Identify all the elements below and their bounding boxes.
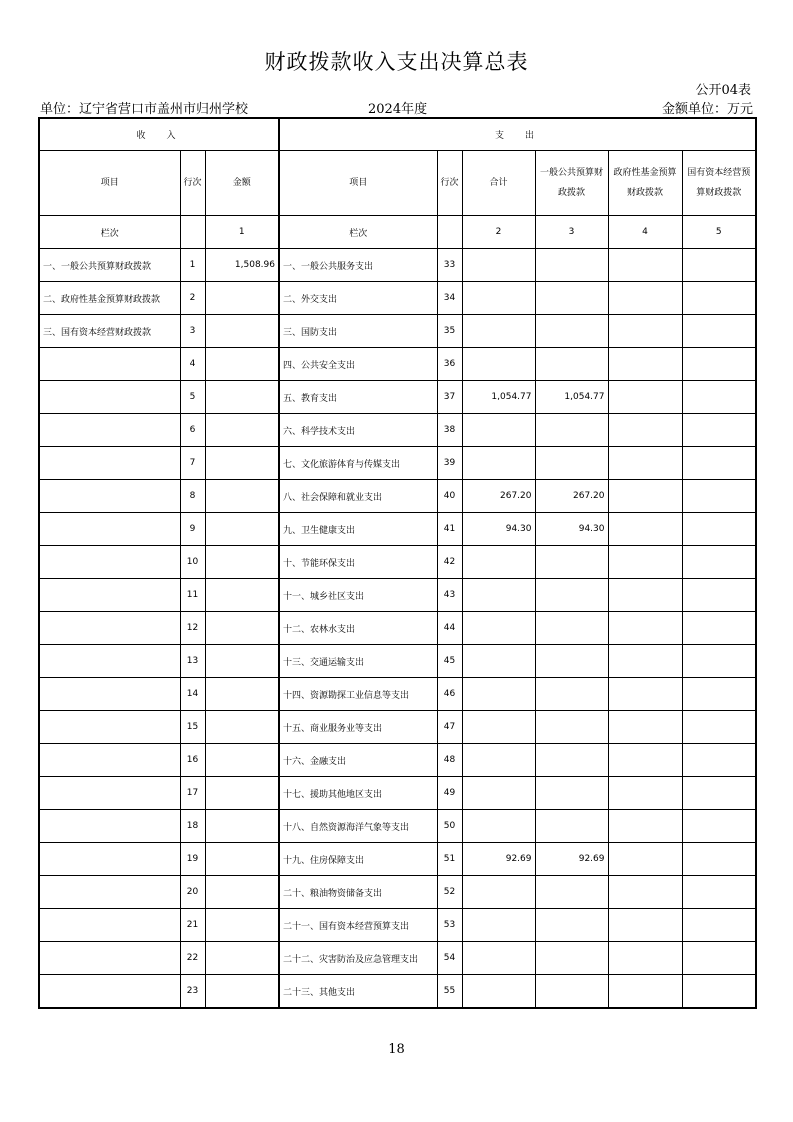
income-item [39,414,180,447]
expense-item: 十九、住房保障支出 [279,843,437,876]
income-amount [205,612,279,645]
expense-row-no: 45 [437,645,462,678]
general-budget-amount [535,810,608,843]
general-budget-amount: 92.69 [535,843,608,876]
meta-line [40,98,753,117]
state-capital-amount [682,447,756,480]
expense-row-no: 46 [437,678,462,711]
expense-row-no: 49 [437,777,462,810]
expense-row-no: 50 [437,810,462,843]
income-row-no: 15 [180,711,205,744]
general-budget-amount [535,612,608,645]
income-col-blank [180,216,205,249]
state-capital-amount [682,711,756,744]
general-budget-amount [535,282,608,315]
expense-row-no: 41 [437,513,462,546]
total-amount [462,744,535,777]
state-capital-amount [682,282,756,315]
general-budget-amount [535,414,608,447]
income-row-no: 18 [180,810,205,843]
table-row [39,612,756,645]
state-capital-amount [682,744,756,777]
table-row [39,975,756,1009]
table-row [39,711,756,744]
state-capital-amount [682,249,756,282]
fiscal-year: 2024年度 [368,102,428,117]
total-amount [462,249,535,282]
table-row [39,282,756,315]
income-item [39,480,180,513]
expense-row-no: 47 [437,711,462,744]
state-capital-amount [682,513,756,546]
table-row [39,744,756,777]
expense-item: 七、文化旅游体育与传媒支出 [279,447,437,480]
unit-name: 单位：辽宁省营口市盖州市归州学校 [40,102,249,117]
income-row-no: 8 [180,480,205,513]
col-2: 2 [462,216,535,249]
gov-fund-amount [608,777,682,810]
income-amount [205,843,279,876]
income-item [39,348,180,381]
state-capital-amount [682,579,756,612]
table-row [39,513,756,546]
income-item [39,876,180,909]
gov-fund-amount [608,381,682,414]
gov-fund-amount [608,810,682,843]
income-amount [205,678,279,711]
income-amount-header: 金额 [205,151,279,216]
total-amount [462,282,535,315]
state-capital-amount [682,348,756,381]
gov-fund-amount [608,447,682,480]
state-capital-header: 国有资本经营预算财政拨款 [682,151,756,216]
total-amount [462,975,535,1009]
income-row-no: 17 [180,777,205,810]
expense-row-no: 44 [437,612,462,645]
gov-fund-amount [608,876,682,909]
expense-row-no: 36 [437,348,462,381]
income-row-no: 5 [180,381,205,414]
expense-row-no: 52 [437,876,462,909]
general-budget-amount [535,876,608,909]
total-amount [462,810,535,843]
expense-item-header: 项目 [279,151,437,216]
income-amount [205,447,279,480]
gov-fund-amount [608,909,682,942]
total-amount [462,777,535,810]
income-row-no: 14 [180,678,205,711]
gov-fund-amount [608,942,682,975]
expense-item: 一、一般公共服务支出 [279,249,437,282]
state-capital-amount [682,678,756,711]
expense-item: 六、科学技术支出 [279,414,437,447]
income-amount [205,348,279,381]
general-budget-amount [535,777,608,810]
table-row [39,942,756,975]
income-amount [205,513,279,546]
expense-row-no: 42 [437,546,462,579]
expense-row-no: 33 [437,249,462,282]
gov-fund-amount [608,645,682,678]
general-budget-amount [535,447,608,480]
state-capital-amount [682,810,756,843]
table-row [39,678,756,711]
table-row [39,843,756,876]
expense-item: 二十一、国有资本经营预算支出 [279,909,437,942]
total-amount [462,909,535,942]
expense-col-blank [437,216,462,249]
expense-item: 三、国防支出 [279,315,437,348]
income-col-1: 1 [205,216,279,249]
income-row-no: 10 [180,546,205,579]
table-row [39,348,756,381]
expense-row-no: 54 [437,942,462,975]
total-amount: 92.69 [462,843,535,876]
table-row [39,810,756,843]
expense-item: 十四、资源勘探工业信息等支出 [279,678,437,711]
income-amount [205,909,279,942]
state-capital-amount [682,414,756,447]
expense-item: 十六、金融支出 [279,744,437,777]
total-amount [462,876,535,909]
income-row-no: 12 [180,612,205,645]
expense-item: 二、外交支出 [279,282,437,315]
state-capital-amount [682,876,756,909]
income-amount [205,480,279,513]
income-row-no: 23 [180,975,205,1009]
income-item: 一、一般公共预算财政拨款 [39,249,180,282]
expense-item: 十二、农林水支出 [279,612,437,645]
income-row-no: 21 [180,909,205,942]
income-item: 三、国有资本经营财政拨款 [39,315,180,348]
income-amount: 1,508.96 [205,249,279,282]
income-item [39,711,180,744]
expense-section-label: 支 出 [279,118,756,151]
general-budget-amount [535,579,608,612]
expense-row-no: 40 [437,480,462,513]
income-row-no: 11 [180,579,205,612]
table-row [39,414,756,447]
expense-item: 十三、交通运输支出 [279,645,437,678]
total-amount [462,711,535,744]
income-row-no: 19 [180,843,205,876]
general-budget-amount: 1,054.77 [535,381,608,414]
table-row [39,909,756,942]
income-row-no: 1 [180,249,205,282]
total-amount [462,546,535,579]
page-title: 财政拨款收入支出决算总表 [264,50,529,74]
table-row [39,447,756,480]
table-row [39,876,756,909]
expense-row-no: 51 [437,843,462,876]
expense-row-no: 38 [437,414,462,447]
income-amount [205,579,279,612]
expense-item: 十八、自然资源海洋气象等支出 [279,810,437,843]
total-amount [462,612,535,645]
table-row [39,645,756,678]
table-row [39,777,756,810]
income-item [39,546,180,579]
table-row [39,546,756,579]
expense-item: 十一、城乡社区支出 [279,579,437,612]
state-capital-amount [682,975,756,1009]
col-5: 5 [682,216,756,249]
income-amount [205,414,279,447]
gov-fund-amount [608,348,682,381]
income-item [39,975,180,1009]
state-capital-amount [682,909,756,942]
state-capital-amount [682,480,756,513]
income-row-no: 3 [180,315,205,348]
gov-fund-amount [608,975,682,1009]
gov-fund-amount [608,579,682,612]
income-row-no: 9 [180,513,205,546]
gov-fund-amount [608,315,682,348]
total-amount [462,579,535,612]
general-budget-amount [535,942,608,975]
expense-row-no: 37 [437,381,462,414]
income-amount [205,711,279,744]
page-number: 18 [388,1042,405,1057]
state-capital-amount [682,645,756,678]
income-row-no: 16 [180,744,205,777]
total-amount: 1,054.77 [462,381,535,414]
income-amount [205,315,279,348]
table-row [39,480,756,513]
general-budget-amount [535,348,608,381]
gov-fund-amount [608,678,682,711]
expense-item: 九、卫生健康支出 [279,513,437,546]
total-amount: 267.20 [462,480,535,513]
income-item [39,810,180,843]
expense-row-no: 48 [437,744,462,777]
expense-row-no: 43 [437,579,462,612]
table-row [39,249,756,282]
gov-fund-amount [608,249,682,282]
total-amount [462,414,535,447]
income-item [39,909,180,942]
gov-fund-amount [608,480,682,513]
table-row [39,579,756,612]
total-amount [462,942,535,975]
expense-row-no-header: 行次 [437,151,462,216]
income-item [39,777,180,810]
income-amount [205,645,279,678]
expense-item: 五、教育支出 [279,381,437,414]
column-number-row [39,216,756,249]
col-4: 4 [608,216,682,249]
gov-fund-amount [608,612,682,645]
expense-row-no: 34 [437,282,462,315]
income-item [39,942,180,975]
general-budget-amount [535,678,608,711]
total-amount [462,645,535,678]
state-capital-amount [682,381,756,414]
general-budget-amount [535,546,608,579]
income-row-no: 2 [180,282,205,315]
income-row-no: 4 [180,348,205,381]
expense-item: 四、公共安全支出 [279,348,437,381]
gov-fund-amount [608,744,682,777]
income-row-no: 22 [180,942,205,975]
income-amount [205,876,279,909]
total-amount: 94.30 [462,513,535,546]
expense-item: 十、节能环保支出 [279,546,437,579]
income-amount [205,942,279,975]
gov-fund-amount [608,513,682,546]
income-amount [205,975,279,1009]
income-section-label: 收 入 [39,118,279,151]
income-row-no: 7 [180,447,205,480]
expense-row-no: 53 [437,909,462,942]
total-amount [462,447,535,480]
gov-fund-amount [608,414,682,447]
budget-table [38,117,757,1009]
gov-fund-amount [608,843,682,876]
expense-item: 八、社会保障和就业支出 [279,480,437,513]
income-col-label: 栏次 [39,216,180,249]
table-row [39,381,756,414]
income-amount [205,546,279,579]
table-row [39,315,756,348]
general-budget-header: 一般公共预算财政拨款 [535,151,608,216]
expense-row-no: 35 [437,315,462,348]
state-capital-amount [682,942,756,975]
income-item [39,744,180,777]
expense-row-no: 39 [437,447,462,480]
income-item [39,513,180,546]
general-budget-amount [535,909,608,942]
total-amount [462,315,535,348]
income-amount [205,381,279,414]
income-item [39,381,180,414]
state-capital-amount [682,315,756,348]
expense-item: 二十、粮油物资储备支出 [279,876,437,909]
column-header-row [39,151,756,216]
gov-fund-header: 政府性基金预算财政拨款 [608,151,682,216]
gov-fund-amount [608,282,682,315]
section-header-row [39,118,756,151]
income-row-no: 20 [180,876,205,909]
general-budget-amount [535,975,608,1009]
expense-item: 十五、商业服务业等支出 [279,711,437,744]
general-budget-amount [535,744,608,777]
col-3: 3 [535,216,608,249]
general-budget-amount [535,315,608,348]
state-capital-amount [682,612,756,645]
state-capital-amount [682,843,756,876]
total-amount [462,348,535,381]
total-header: 合计 [462,151,535,216]
income-item [39,447,180,480]
income-item [39,843,180,876]
income-item: 二、政府性基金预算财政拨款 [39,282,180,315]
general-budget-amount [535,711,608,744]
expense-item: 十七、援助其他地区支出 [279,777,437,810]
income-amount [205,777,279,810]
income-row-no: 13 [180,645,205,678]
general-budget-amount: 94.30 [535,513,608,546]
general-budget-amount [535,645,608,678]
income-item-header: 项目 [39,151,180,216]
income-row-no: 6 [180,414,205,447]
gov-fund-amount [608,711,682,744]
expense-col-label: 栏次 [279,216,437,249]
income-amount [205,744,279,777]
income-amount [205,282,279,315]
income-row-no-header: 行次 [180,151,205,216]
state-capital-amount [682,777,756,810]
expense-row-no: 55 [437,975,462,1009]
income-item [39,678,180,711]
money-unit: 金额单位：万元 [661,102,753,117]
expense-item: 二十二、灾害防治及应急管理支出 [279,942,437,975]
income-item [39,612,180,645]
state-capital-amount [682,546,756,579]
gov-fund-amount [608,546,682,579]
general-budget-amount: 267.20 [535,480,608,513]
form-number: 公开04表 [695,83,751,98]
income-item [39,645,180,678]
expense-item: 二十三、其他支出 [279,975,437,1009]
general-budget-amount [535,249,608,282]
total-amount [462,678,535,711]
income-amount [205,810,279,843]
income-item [39,579,180,612]
